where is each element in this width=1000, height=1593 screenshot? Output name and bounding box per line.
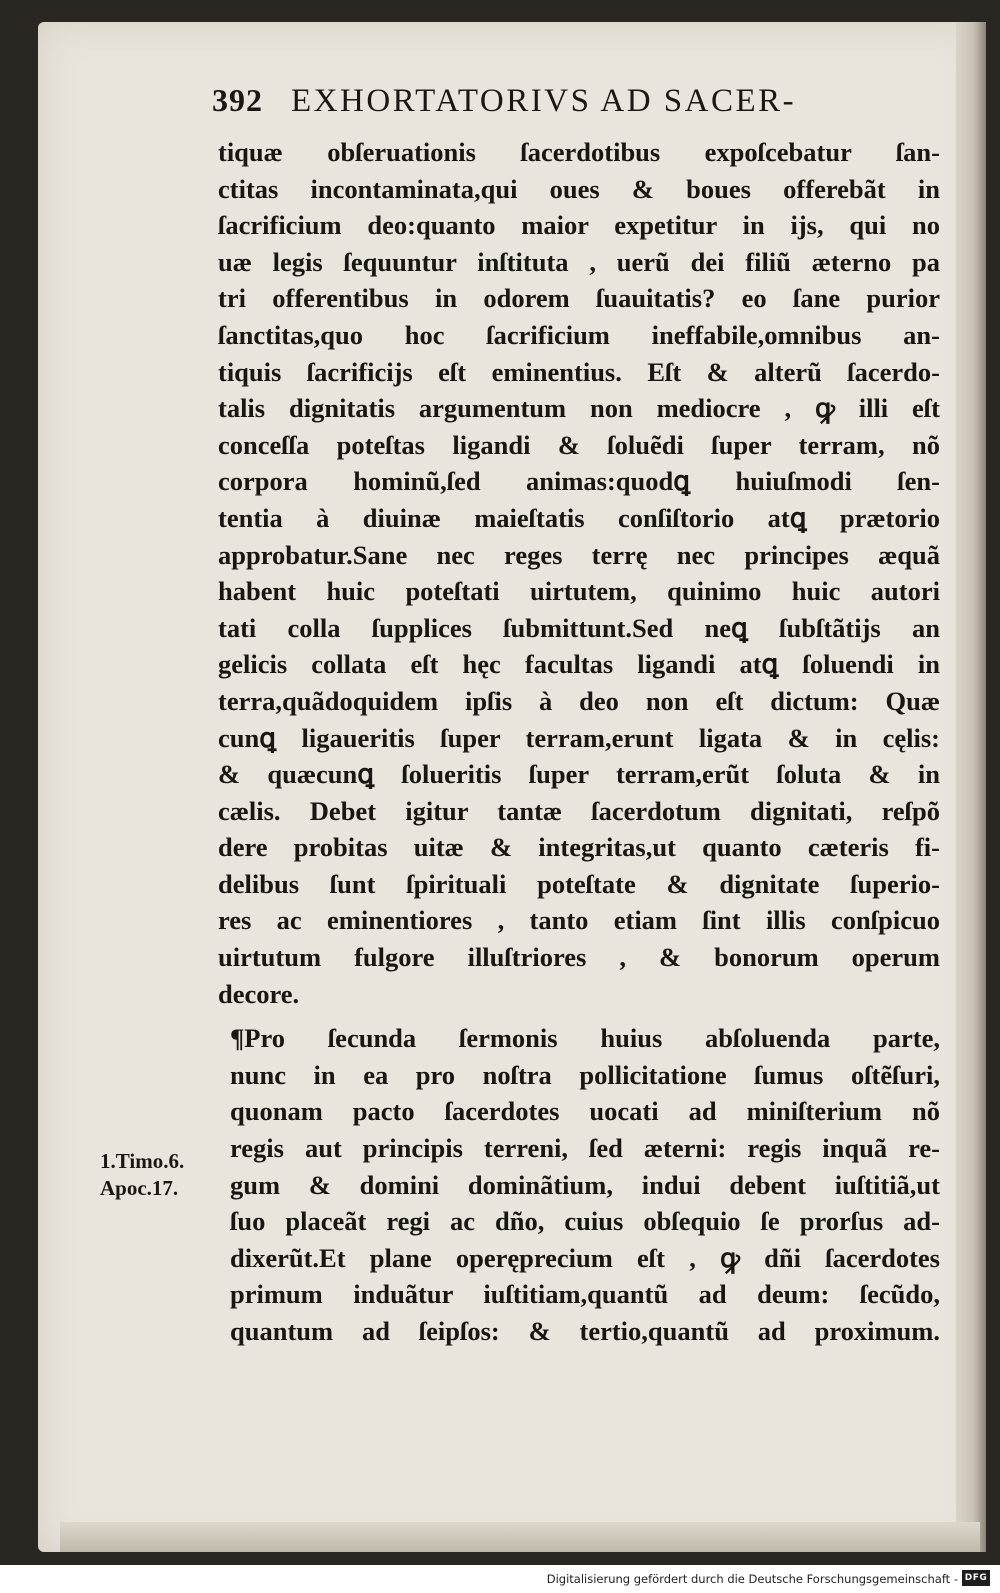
text-line: habent huic poteſtati uirtutem, quinimo huic autori bbox=[218, 576, 940, 607]
page-number: 392 bbox=[212, 82, 263, 118]
text-line: cunꝗ ligaueritis ſuper terram,erunt ligata & in cęlis: bbox=[218, 722, 940, 753]
text-line: tiquis ſacrificijs eſt eminentius. Eſt & alterũ ſacerdo- bbox=[218, 356, 940, 387]
text-line: ¶Pro ſecunda ſermonis huius abſoluenda parte, bbox=[230, 1023, 940, 1054]
text-line: tri offerentibus in odorem ſuauitatis? eo ſane purior bbox=[218, 283, 940, 314]
text-line: uirtutum fulgore illuſtriores , & bonorum operum bbox=[218, 942, 940, 973]
text-line: quantum ad ſeipſos: & tertio,quantũ ad proximum. bbox=[230, 1316, 940, 1346]
text-line: gum & domini dominãtium, indui debent iuſtitiã,ut bbox=[230, 1169, 940, 1200]
text-line: approbatur.Sane nec reges terrę nec principes æquã bbox=[218, 539, 940, 570]
text-line: terra,quãdoquidem ipſis à deo non eſt dictum: Quæ bbox=[218, 685, 940, 716]
running-head: EXHORTATORIVS AD SACER- bbox=[291, 83, 797, 119]
page-bottom-edge bbox=[60, 1522, 980, 1552]
text-line: cælis. Debet igitur tantæ ſacerdotum dignitati, reſpõ bbox=[218, 795, 940, 826]
text-line: decore. bbox=[218, 978, 300, 1009]
margin-note: 1.Timo.6. bbox=[100, 1149, 185, 1173]
page-header bbox=[212, 82, 942, 120]
paragraph-gap bbox=[218, 1012, 940, 1020]
dfg-logo: DFG bbox=[962, 1570, 990, 1586]
text-line: regis aut principis terreni, ſed æterni: regis inquã re- bbox=[230, 1133, 940, 1164]
text-line: dixerũt.Et plane operęprecium eſt , ꝙ dñi ſacerdotes bbox=[230, 1242, 940, 1273]
text-line: uæ legis ſequuntur inſtituta , uerũ dei filiũ æterno pa bbox=[218, 246, 940, 277]
text-line: & quæcunꝗ ſolueritis ſuper terram,erũt ſoluta & in bbox=[218, 759, 940, 790]
text-line: conceſſa poteſtas ligandi & ſoluẽdi ſuper terram, nõ bbox=[218, 429, 940, 460]
text-line: talis dignitatis argumentum non mediocre , ꝙ illi eſt bbox=[218, 393, 940, 424]
text-line: corpora hominũ,ſed animas:quodꝗ huiuſmodi ſen- bbox=[218, 466, 940, 497]
text-line: quonam pacto ſacerdotes uocati ad miniſterium nõ bbox=[230, 1096, 940, 1127]
text-line: ſacrificium deo:quanto maior expetitur in ijs, qui no bbox=[218, 210, 940, 241]
margin-notes bbox=[100, 1148, 220, 1202]
text-line: tiquæ obſeruationis ſacerdotibus expoſcebatur ſan- bbox=[218, 137, 940, 167]
text-line: tentia à diuinæ maieſtatis conſiſtorio atꝗ prætorio bbox=[218, 502, 940, 533]
text-line: gelicis collata eſt hęc facultas ligandi atꝗ ſoluendi in bbox=[218, 649, 940, 680]
text-line: dere probitas uitæ & integritas,ut quanto cæteris fi- bbox=[218, 832, 940, 863]
text-line: primum induãtur iuſtitiam,quantũ ad deum: ſecũdo, bbox=[230, 1279, 940, 1310]
text-line: ctitas incontaminata,qui oues & boues offerebãt in bbox=[218, 173, 940, 204]
text-line: ſanctitas,quo hoc ſacrificium ineffabile,omnibus an- bbox=[218, 319, 940, 350]
margin-note: Apoc.17. bbox=[100, 1176, 179, 1200]
text-line: delibus ſunt ſpirituali poteſtate & dignitate ſuperio- bbox=[218, 868, 940, 899]
text-line: res ac eminentiores , tanto etiam ſint illis conſpicuo bbox=[218, 905, 940, 936]
digitization-credit: Digitalisierung gefördert durch die Deutsche Forschungsgemeinschaft - bbox=[546, 1572, 958, 1586]
body-text bbox=[218, 134, 940, 1350]
text-line: tati colla ſupplices ſubmittunt.Sed neꝗ ſubſtãtijs an bbox=[218, 612, 940, 643]
text-line: ſuo placeãt regi ac dño, cuius obſequio ſe prorſus ad- bbox=[230, 1206, 940, 1237]
page-fore-edge bbox=[956, 22, 986, 1552]
text-line: nunc in ea pro noſtra pollicitatione ſumus oſtẽſuri, bbox=[230, 1059, 940, 1090]
